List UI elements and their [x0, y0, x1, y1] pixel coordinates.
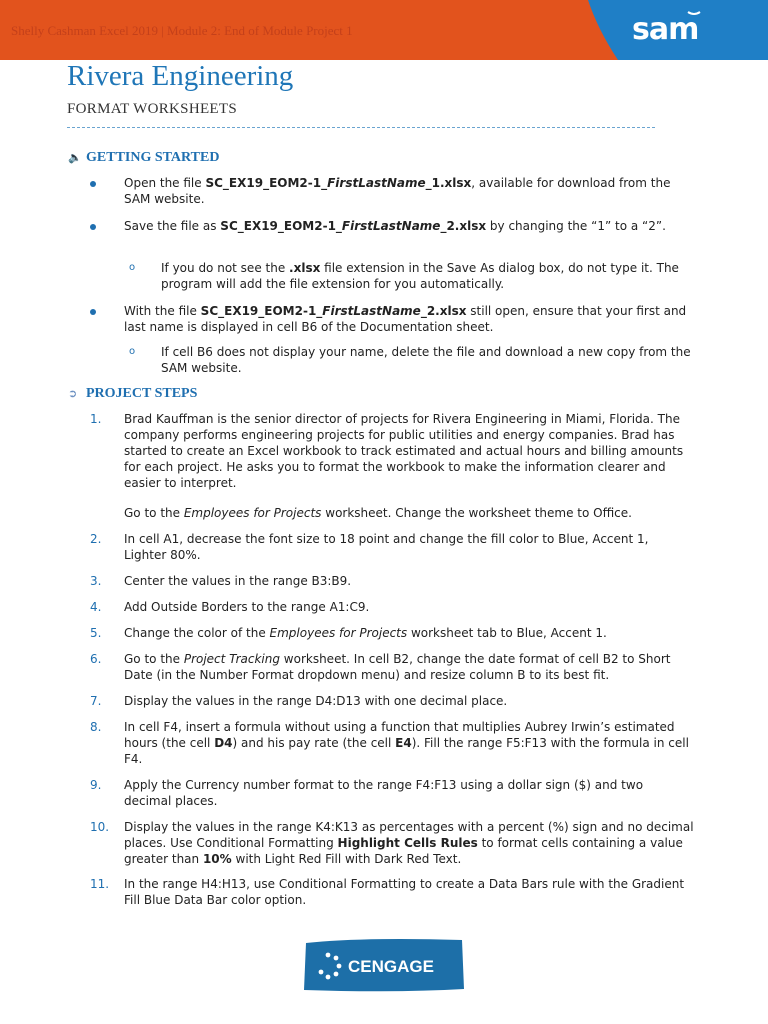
step-4-text: Add Outside Borders to the range A1:C9.: [124, 600, 370, 614]
getting-started-item-2: Save the file as SC_EX19_EOM2-1_FirstLastName_2.xlsx by changing the “1” to a “2”.: [124, 219, 666, 233]
getting-started-heading: GETTING STARTED: [86, 150, 220, 165]
step-number: 2.: [90, 532, 102, 546]
step-2-text: In cell A1, decrease the font size to 18 point and change the fill color to Blue, Accent 1, Lighter 80%.: [124, 532, 649, 562]
step-number: 6.: [90, 652, 102, 666]
section-getting-started: [68, 150, 219, 168]
cengage-wordmark: CENGAGE: [348, 957, 434, 976]
header-banner: [0, 0, 768, 60]
step-number: 10.: [90, 820, 110, 834]
step-number: 7.: [90, 694, 102, 708]
step-number: 1.: [90, 412, 102, 426]
sam-logo: sam: [632, 12, 699, 47]
getting-started-item-1: Open the file SC_EX19_EOM2-1_FirstLastName_1.xlsx, available for download from the SAM website.: [124, 176, 671, 206]
step-number: 9.: [90, 778, 102, 792]
step-10-text: Display the values in the range K4:K13 as percentages with a percent (%) sign and no decimal places. Use Conditional Formatting Highlight Cells Rules to format cells containing a value greater than 10% with Light Red Fill with Dark Red Text.: [124, 820, 694, 866]
bullet-icon: [90, 309, 96, 315]
document-subtitle: FORMAT WORKSHEETS: [67, 101, 237, 117]
step-number: 8.: [90, 720, 102, 734]
step-9-text: Apply the Currency number format to the range F4:F13 using a dollar sign ($) and two decimal places.: [124, 778, 644, 808]
document-title: Rivera Engineering: [67, 60, 294, 92]
getting-started-subitem-1: If you do not see the .xlsx file extension in the Save As dialog box, do not type it. The program will add the file extension for you automatically.: [161, 261, 679, 291]
step-8-text: In cell F4, insert a formula without using a function that multiplies Aubrey Irwin’s estimated hours (the cell D4) and his pay rate (the cell E4). Fill the range F5:F13 with the formula in cell F4.: [124, 720, 689, 766]
circle-bullet-icon: o: [129, 346, 136, 357]
circle-bullet-icon: o: [129, 262, 136, 273]
project-steps-heading: PROJECT STEPS: [86, 386, 198, 401]
step-3-text: Center the values in the range B3:B9.: [124, 574, 352, 588]
step-6-text: Go to the Project Tracking worksheet. In cell B2, change the date format of cell B2 to Short Date (in the Number Format dropdown menu) and resize column B to its best fit.: [124, 652, 671, 682]
step-number: 3.: [90, 574, 102, 588]
step-number: 11.: [90, 877, 110, 891]
getting-started-item-3: With the file SC_EX19_EOM2-1_FirstLastName_2.xlsx still open, ensure that your first and last name is displayed in cell B6 of the Documentation sheet.: [124, 304, 687, 334]
section-project-steps: [68, 386, 197, 404]
step-11-text: In the range H4:H13, use Conditional Formatting to create a Data Bars rule with the Gradient Fill Blue Data Bar color option.: [124, 877, 685, 907]
banner-title: Shelly Cashman Excel 2019 | Module 2: End of Module Project 1: [11, 23, 353, 38]
getting-started-subitem-2: If cell B6 does not display your name, delete the file and download a new copy from the SAM website.: [161, 345, 691, 375]
step-1-instruction: Go to the Employees for Projects worksheet. Change the worksheet theme to Office.: [124, 506, 632, 520]
cengage-logo: [302, 937, 466, 993]
bullet-icon: [90, 224, 96, 230]
step-5-text: Change the color of the Employees for Projects worksheet tab to Blue, Accent 1.: [124, 626, 607, 640]
step-7-text: Display the values in the range D4:D13 with one decimal place.: [124, 694, 508, 708]
step-number: 4.: [90, 600, 102, 614]
step-number: 5.: [90, 626, 102, 640]
steps-icon: ➲: [68, 388, 78, 400]
step-1-text: Brad Kauffman is the senior director of projects for Rivera Engineering in Miami, Florida. The company performs engineering projects for public utilities and energy companies. Brad has started to create an Excel workbook to track estimated and actual hours and billing amounts for each project. He asks you to format the workbook to make the information clearer and easier to interpret.: [124, 412, 684, 490]
title-divider: [67, 127, 655, 128]
speaker-icon: 🔈: [68, 152, 82, 164]
bullet-icon: [90, 181, 96, 187]
